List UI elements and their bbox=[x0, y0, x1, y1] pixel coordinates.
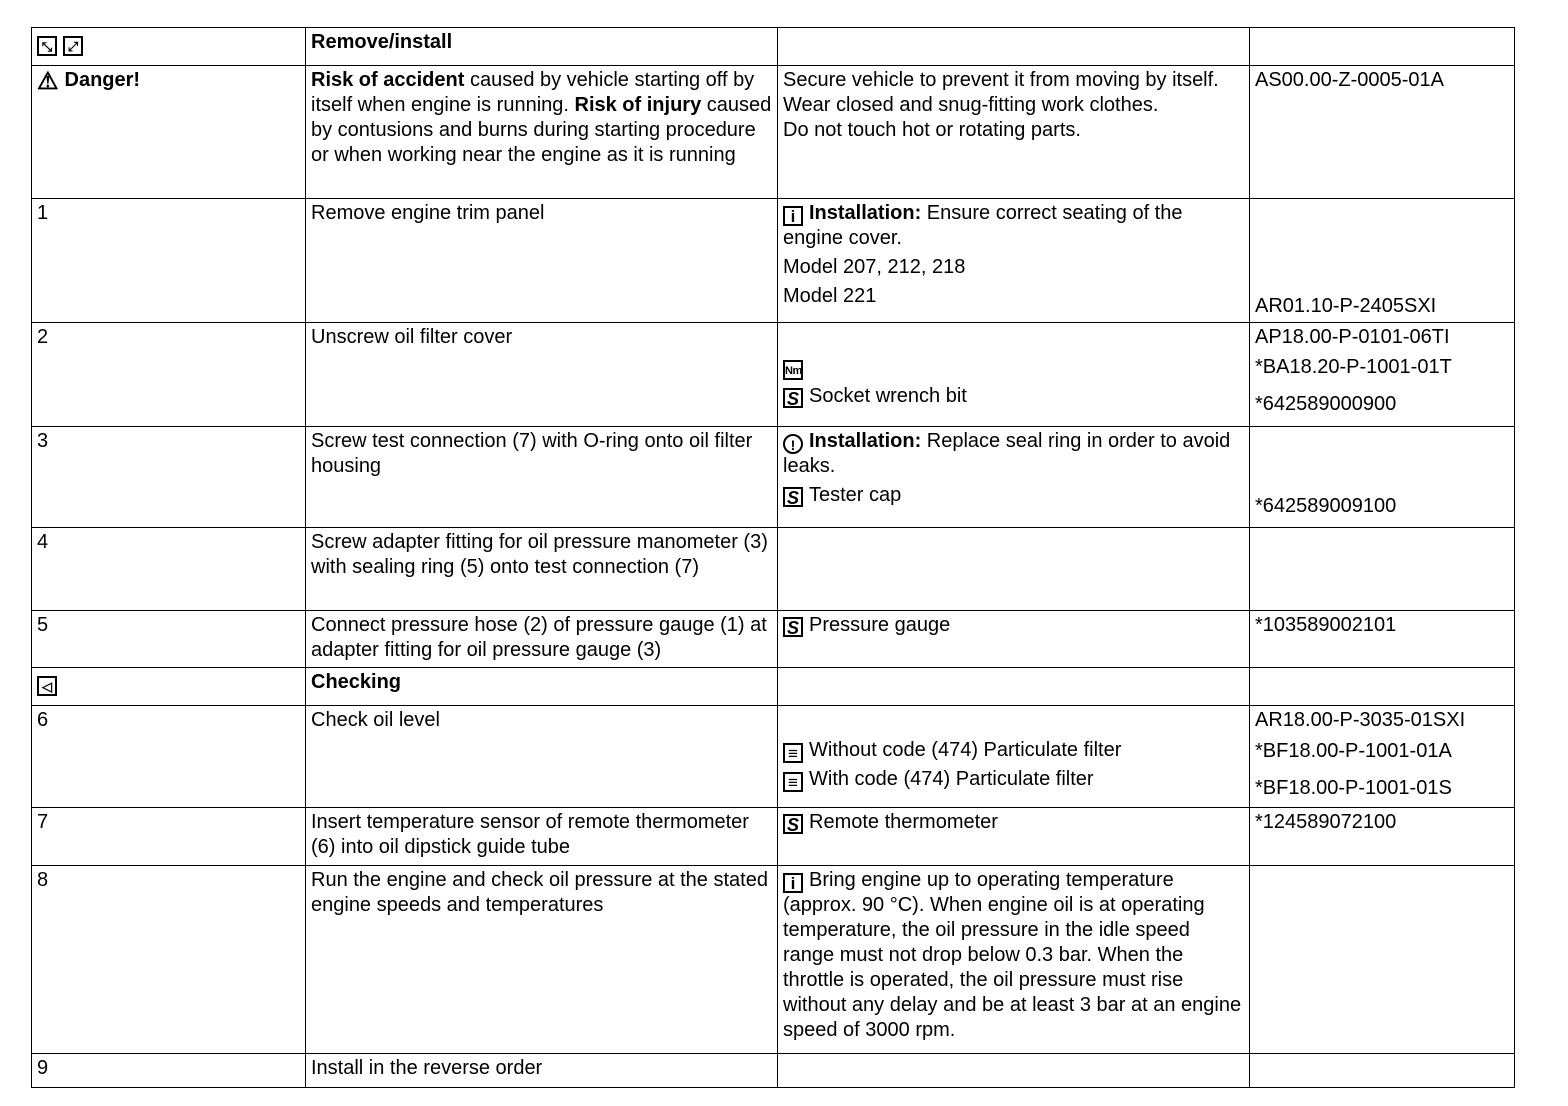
step-number: 1 bbox=[32, 199, 306, 323]
step-row-2 bbox=[32, 323, 1515, 427]
step-ref: *124589072100 bbox=[1250, 808, 1515, 866]
step-row-7 bbox=[32, 808, 1515, 866]
spec-icon: ≡ bbox=[783, 743, 803, 763]
expand-icon: ⤡ bbox=[37, 36, 57, 56]
step-row-1 bbox=[32, 199, 1515, 323]
step-ref: AP18.00-P-0101-06TI *BA18.20-P-1001-01T *642589000900 bbox=[1250, 323, 1515, 427]
step-text: Screw test connection (7) with O-ring onto oil filter housing bbox=[306, 427, 778, 528]
step-number: 3 bbox=[32, 427, 306, 528]
seal-icon: ! bbox=[783, 434, 803, 454]
tool-icon: S bbox=[783, 388, 803, 408]
step-row-4 bbox=[32, 528, 1515, 611]
torque-icon: Nm bbox=[783, 360, 803, 380]
section-title-remove-install: Remove/install bbox=[306, 28, 778, 66]
step-ref: AR18.00-P-3035-01SXI *BF18.00-P-1001-01A *BF18.00-P-1001-01S bbox=[1250, 706, 1515, 808]
step-number: 8 bbox=[32, 866, 306, 1054]
danger-ref: AS00.00-Z-0005-01A bbox=[1250, 66, 1515, 199]
step-notes: Nm S Socket wrench bit bbox=[778, 323, 1250, 427]
step-row-9 bbox=[32, 1054, 1515, 1088]
header-icons-cell bbox=[32, 28, 306, 66]
step-number: 6 bbox=[32, 706, 306, 808]
step-number: 4 bbox=[32, 528, 306, 611]
info-icon: i bbox=[783, 873, 803, 893]
danger-risk-cell: Risk of accident caused by vehicle starting off by itself when engine is running. Risk of injury caused by contusions and burns during starting procedure or when working near the engine as it is running bbox=[306, 66, 778, 199]
step-ref: *103589002101 bbox=[1250, 611, 1515, 668]
danger-label-cell bbox=[32, 66, 306, 199]
step-row-6 bbox=[32, 706, 1515, 808]
step-text: Remove engine trim panel bbox=[306, 199, 778, 323]
tool-icon: S bbox=[783, 617, 803, 637]
step-ref: *642589009100 bbox=[1250, 427, 1515, 528]
step-text: Unscrew oil filter cover bbox=[306, 323, 778, 427]
step-number: 9 bbox=[32, 1054, 306, 1088]
step-notes: ! Installation: Replace seal ring in order to avoid leaks. S Tester cap bbox=[778, 427, 1250, 528]
step-notes: ≡ Without code (474) Particulate filter ≡ With code (474) Particulate filter bbox=[778, 706, 1250, 808]
danger-row bbox=[32, 66, 1515, 199]
spec-icon: ≡ bbox=[783, 772, 803, 792]
step-text: Insert temperature sensor of remote thermometer (6) into oil dipstick guide tube bbox=[306, 808, 778, 866]
step-notes: i Bring engine up to operating temperature (approx. 90 °C). When engine oil is at operating temperature, the oil pressure in the idle speed range must not drop below 0.3 bar. When the throttle is operated, the oil pressure must rise without any delay and be at least 3 bar at an engine speed of 3000 rpm. bbox=[778, 866, 1250, 1054]
step-row-8 bbox=[32, 866, 1515, 1054]
step-text: Run the engine and check oil pressure at the stated engine speeds and temperatures bbox=[306, 866, 778, 1054]
step-notes: S Remote thermometer bbox=[778, 808, 1250, 866]
step-text: Install in the reverse order bbox=[306, 1054, 778, 1088]
warning-icon: ⚠ bbox=[37, 68, 59, 95]
step-text: Screw adapter fitting for oil pressure manometer (3) with sealing ring (5) onto test connection (7) bbox=[306, 528, 778, 611]
compress-icon: ⤢ bbox=[63, 36, 83, 56]
step-row-3 bbox=[32, 427, 1515, 528]
step-number: 5 bbox=[32, 611, 306, 668]
checking-row bbox=[32, 668, 1515, 706]
step-row-5 bbox=[32, 611, 1515, 668]
header-row bbox=[32, 28, 1515, 66]
info-icon: i bbox=[783, 206, 803, 226]
section-title-checking: Checking bbox=[306, 668, 778, 706]
step-number: 7 bbox=[32, 808, 306, 866]
step-number: 2 bbox=[32, 323, 306, 427]
danger-measures-cell: Secure vehicle to prevent it from moving by itself. Wear closed and snug-fitting work clothes. Do not touch hot or rotating parts. bbox=[778, 66, 1250, 199]
tool-icon: S bbox=[783, 487, 803, 507]
step-ref: AR01.10-P-2405SXI bbox=[1250, 199, 1515, 323]
checking-icon: ◁ bbox=[37, 676, 57, 696]
danger-label: Danger! bbox=[64, 69, 141, 91]
tool-icon: S bbox=[783, 814, 803, 834]
checking-icon-cell bbox=[32, 668, 306, 706]
step-text: Connect pressure hose (2) of pressure gauge (1) at adapter fitting for oil pressure gauge (3) bbox=[306, 611, 778, 668]
procedure-table bbox=[31, 27, 1515, 1088]
step-notes: S Pressure gauge bbox=[778, 611, 1250, 668]
step-notes: i Installation: Ensure correct seating of the engine cover. Model 207, 212, 218 Model 221 bbox=[778, 199, 1250, 323]
step-text: Check oil level bbox=[306, 706, 778, 808]
